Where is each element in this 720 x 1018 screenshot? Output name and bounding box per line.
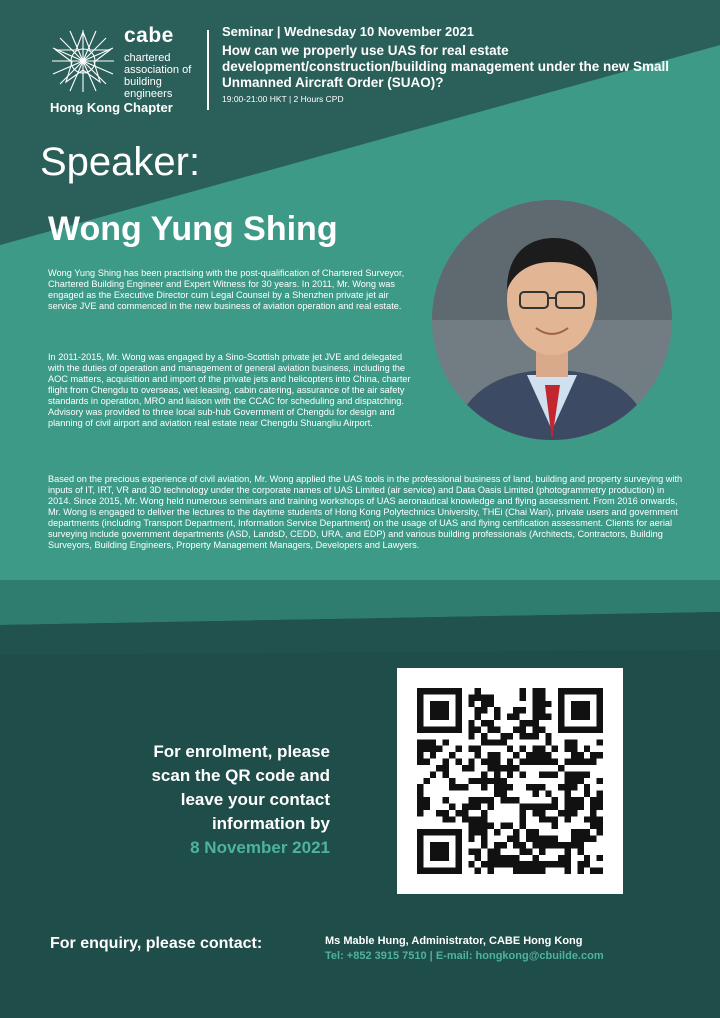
- header-divider: [207, 30, 209, 110]
- enrolment-line: For enrolment, please: [153, 742, 330, 761]
- speaker-photo: [432, 200, 672, 440]
- speaker-bio-paragraph: In 2011-2015, Mr. Wong was engaged by a Sino-Scottish private jet JVE and delegated with the duties of operation and management of general aviation business, including the AOC matters, acquisition and import of the private jets and helicopters into China, charter flight from Chengdu to overseas, wet leasing, cabin catering, assurance of the air safety standards in operation, MRO and liaison with the CCAC for scheduling and dispatching. Advisory was provided to three local sub-hub Government of Chengdu for design and planning of civil airport and aviation real estate near Chengdu Shuangliu Airport.: [48, 352, 411, 428]
- enrolment-deadline: 8 November 2021: [190, 838, 330, 857]
- contact-name: Ms Mable Hung, Administrator, CABE Hong Kong: [325, 935, 583, 947]
- contact-details: [325, 934, 604, 964]
- speaker-name: Wong Yung Shing: [48, 210, 338, 248]
- enquiry-label: For enquiry, please contact:: [50, 935, 263, 952]
- logo-chapter: Hong Kong Chapter: [50, 100, 173, 115]
- logo-wordmark: cabe: [124, 24, 174, 47]
- starburst-logo-icon: [50, 28, 116, 94]
- qr-code-icon: [417, 688, 603, 874]
- seminar-time: 19:00-21:00 HKT | 2 Hours CPD: [222, 94, 344, 104]
- seminar-info: [222, 24, 702, 104]
- logo-full-name: chartered association of building engineers: [124, 52, 192, 100]
- enrolment-line: information by: [211, 814, 330, 833]
- enrolment-line: scan the QR code and: [151, 766, 330, 785]
- qr-code[interactable]: [397, 668, 623, 894]
- seminar-title: How can we properly use UAS for real estate development/construction/building management under the new Small Unmanned Aircraft Order (SUAO)?: [222, 43, 670, 90]
- enrolment-line: leave your contact: [180, 790, 330, 809]
- speaker-bio-paragraph: Based on the precious experience of civil aviation, Mr. Wong applied the UAS tools in the professional business of land, building and property surveying with inputs of IT, IRT, VR and 3D technology under the corporate names of UAS Limited (air service) and Data Oasis Limited (photogrammetry production) in 2014. Since 2015, Mr. Wong held numerous seminars and training workshops of UAS aeronautical knowledge and flying assessment. From 2016 onwards, Mr. Wong is engaged to deliver the lectures to the daytime students of Hong Kong Polytechnics University, THEi (Chai Wan), private users and government departments (including Transport Department, Information Service Department) on the usage of UAS and flying certification assessment. Clients for aerial surveying include government departments (ASD, LandsD, CEDD, URA, and EDP) and various building professionals (Architects, Contractors, Building Surveyors, Building Engineers, Property Management Managers, Developers and Lawyers.: [48, 474, 683, 550]
- contact-phone-email[interactable]: Tel: +852 3915 7510 | E-mail: hongkong@cbuilde.com: [325, 950, 604, 962]
- speaker-bio-paragraph: Wong Yung Shing has been practising with the post-qualification of Chartered Surveyor, Chartered Building Engineer and Expert Witness for 30 years. In 2011, Mr. Wong was engaged as the Executive Director cum Legal Counsel by a Shenzhen private jet air service JVE and commenced in the new business of aviation operation and real estate.: [48, 268, 405, 311]
- speaker-portrait-icon: [432, 200, 672, 440]
- enrolment-text: [100, 740, 330, 860]
- cabe-logo: [50, 24, 200, 119]
- seminar-date: Seminar | Wednesday 10 November 2021: [222, 24, 474, 39]
- speaker-heading: Speaker:: [40, 140, 201, 184]
